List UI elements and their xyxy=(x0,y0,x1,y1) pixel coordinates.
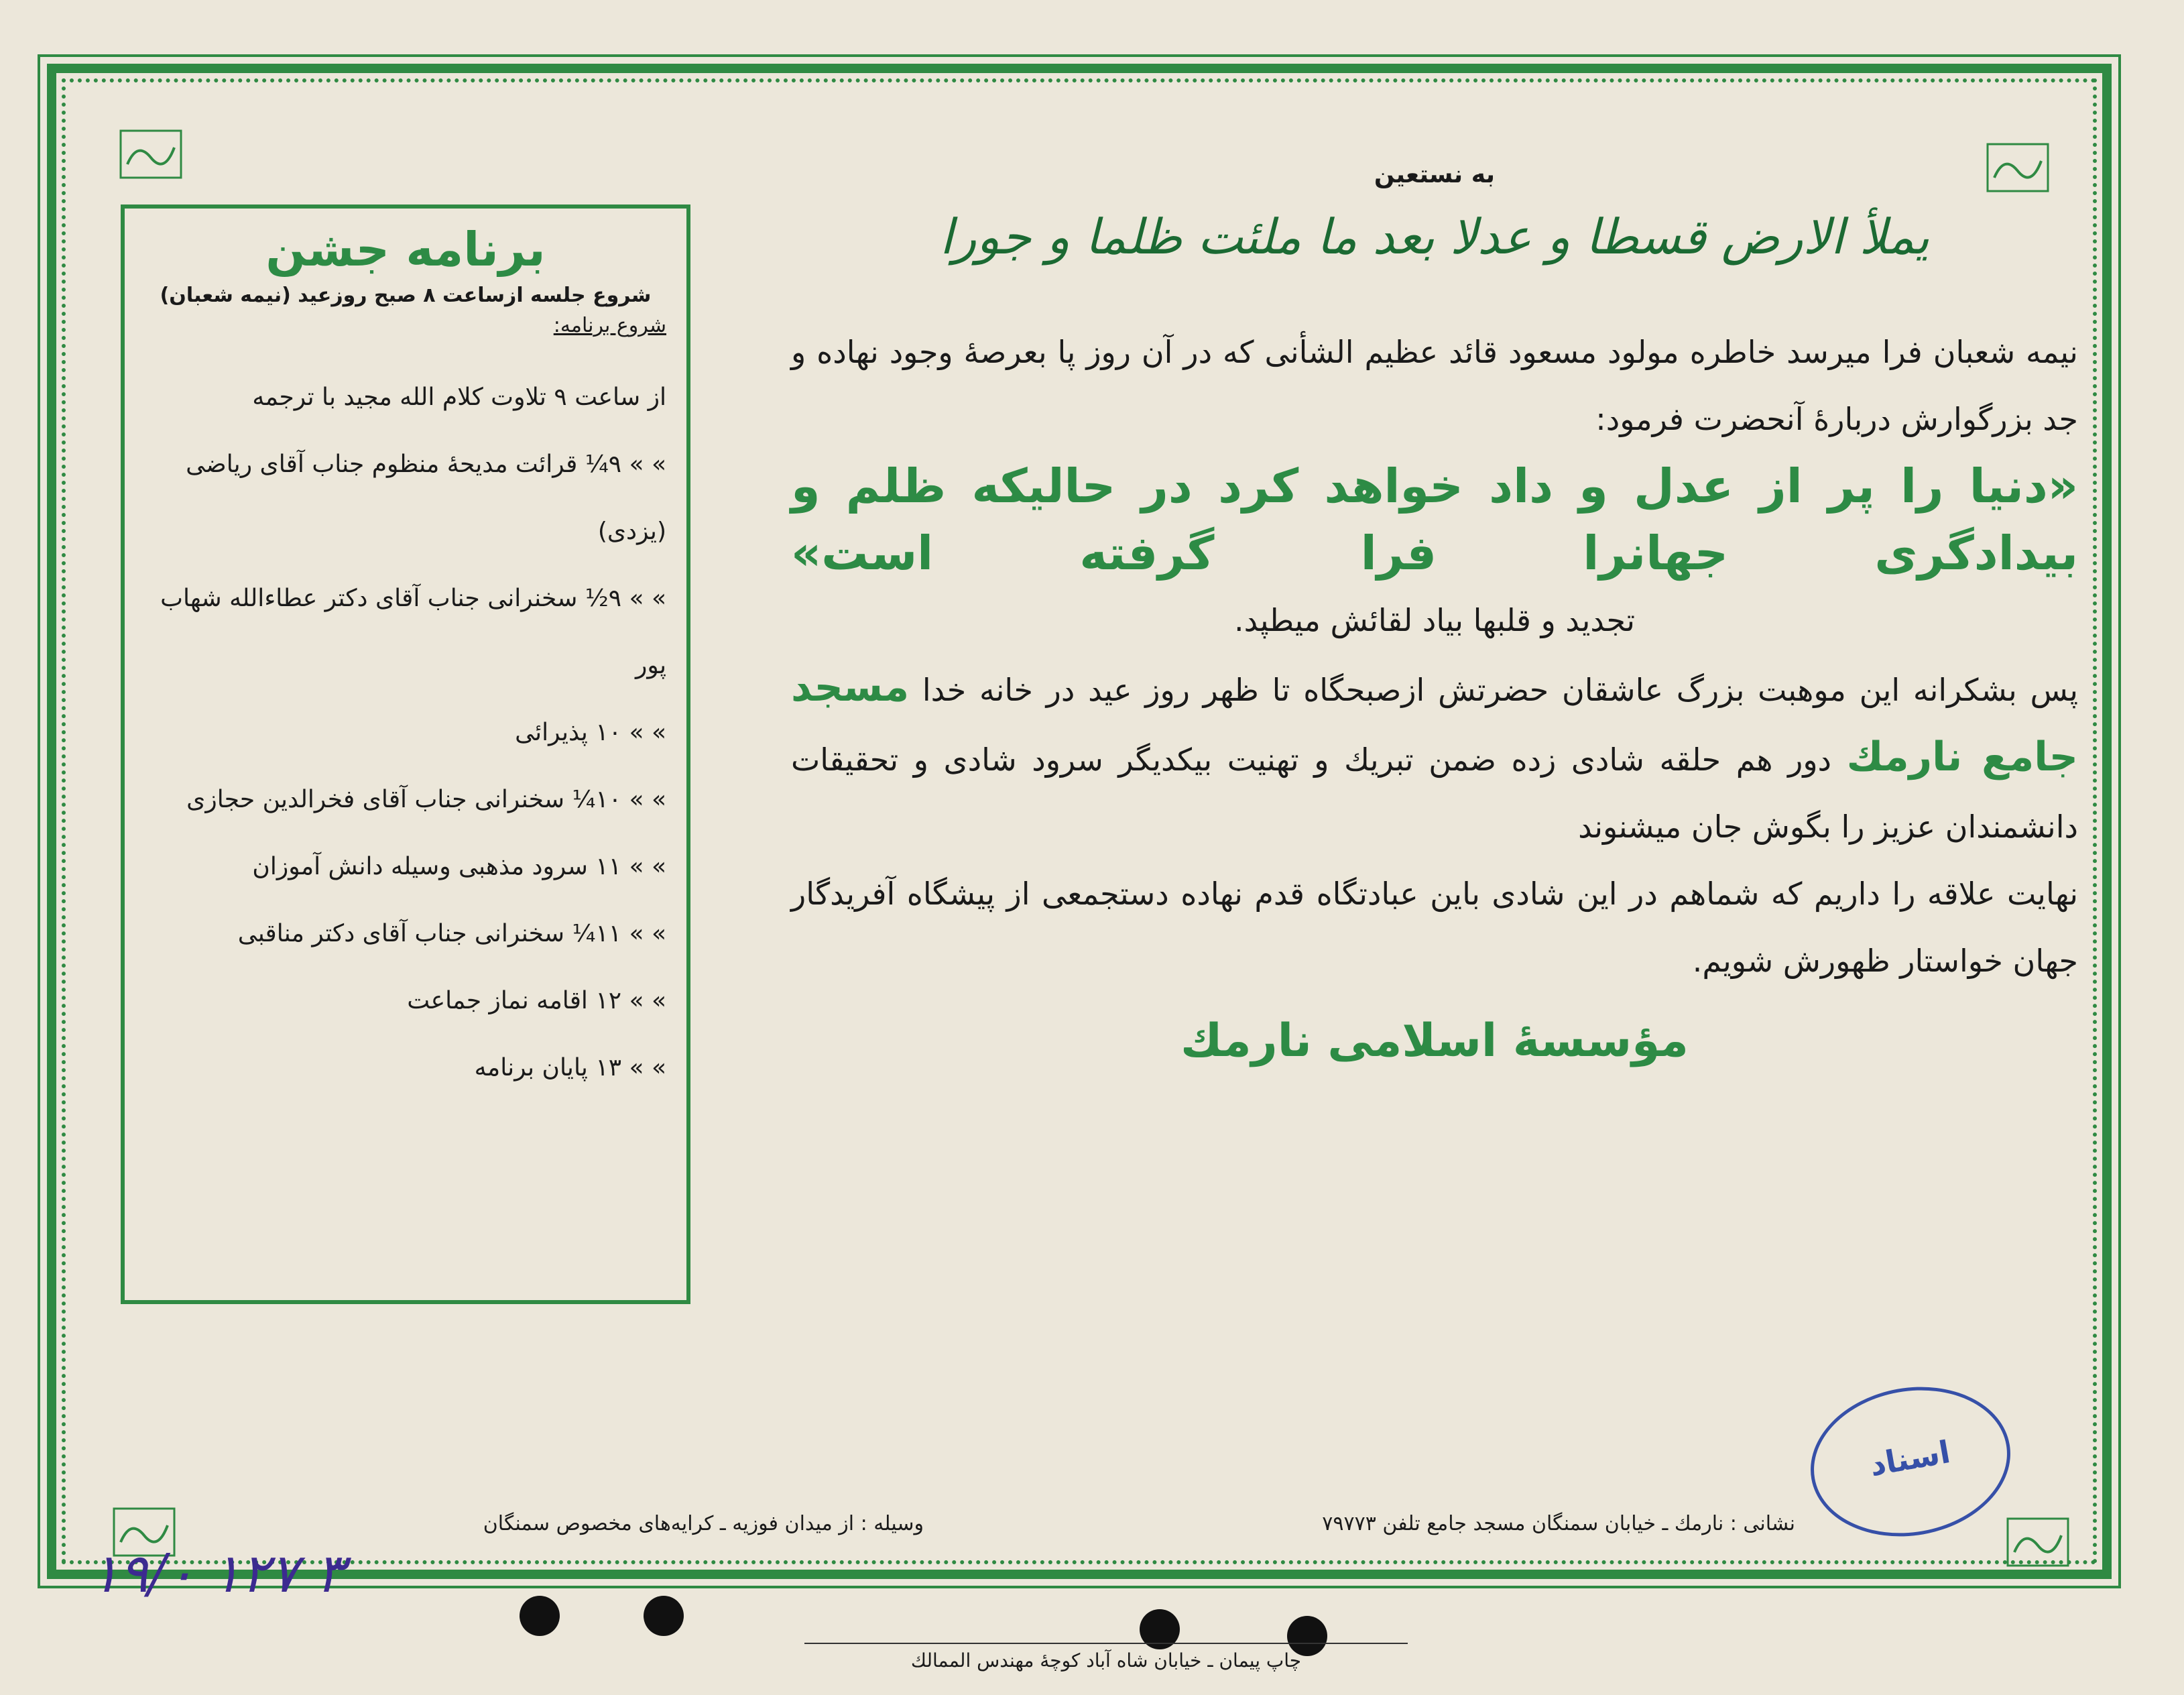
quranic-verse: يملأ الارض قسطا و عدلا بعد ما ملئت ظلما و جورا xyxy=(939,209,1930,265)
program-item: » » ۹¼ قرائت مديحهٔ منظوم جناب آقای رياضی (يزدی) xyxy=(186,451,666,545)
program-item: » » ۱۱¼ سخنرانی جناب آقای دكتر مناقبی xyxy=(237,920,666,947)
paragraph-renewal: تجديد و قلبها بياد لقائش ميطپد. xyxy=(1233,602,1636,638)
program-subtitle: شروع جلسه ازساعت ۸ صبح روزعيد (نيمه شعبان) xyxy=(160,284,652,307)
prophet-quote: «دنيا را پر از عدل و داد خواهد کرد در حاليکه ظلم و بيدادگری جهانرا فرا گرفته است» xyxy=(791,459,2078,581)
institute-signature: مؤسسهٔ اسلامی نارمك xyxy=(1180,1014,1689,1067)
program-start-label: شروع برنامه: xyxy=(553,314,666,337)
printer-credit: چاپ پيمان ـ خيابان شاه آباد كوچهٔ مهندس الممالك xyxy=(804,1643,1408,1672)
calligraphy-seal-icon xyxy=(117,127,184,181)
footer-transport: وسيله : از ميدان فوزيه ـ كرايه‌های مخصوص سمنگان xyxy=(483,1512,924,1535)
footer-address: نشانی : نارمك ـ خيابان سمنگان مسجد جامع تلفن ۷۹۷۷۳ xyxy=(1322,1512,1795,1535)
main-text-column xyxy=(791,161,2078,1067)
punch-hole xyxy=(520,1596,560,1636)
program-item: » » ۱۲ اقامه نماز جماعت xyxy=(407,987,666,1014)
archive-stamp: اسناد xyxy=(1799,1372,2022,1552)
handwritten-archive-number: ۱۹/۰ ۱۲۷ ۳ xyxy=(90,1542,345,1604)
program-box xyxy=(121,204,690,1304)
opening-invocation: به نستعين xyxy=(1374,161,1496,188)
paragraph-intro: نيمه شعبان فرا ميرسد خاطره مولود مسعود قائد عظيم الشأنی که در آن روز پا بعرصهٔ وجود نهاده و جد بزرگوارش دربارهٔ آنحضرت فرمود: xyxy=(791,334,2078,437)
paragraph-invitation: نهايت علاقه را داريم كه شماهم در اين شادی باين عبادتگاه قدم نهاده دستجمعی از پيشگاه آفريدگار جهان خواستار ظهورش شويم. xyxy=(791,876,2078,979)
program-item: » » ۱۰ پذيرائی xyxy=(515,719,666,746)
celebration-text-start: پس بشکرانه اين موهبت بزرگ عاشقان حضرتش ازصبحگاه تا ظهر روز عيد در خانه خدا xyxy=(922,672,2078,708)
program-item: » » ۱۰¼ سخنرانی جناب آقای فخرالدين حجازی xyxy=(186,786,666,813)
program-item: » » ۱۱ سرود مذهبی وسيله دانش آموزان xyxy=(252,853,666,880)
program-item: » » ۱۳ پايان برنامه xyxy=(474,1054,666,1082)
program-item: » » ۹½ سخنرانی جناب آقای دكتر عطاءالله شهاب پور xyxy=(160,585,666,679)
paragraph-celebration xyxy=(791,654,2078,860)
celebration-text-end: دور هم حلقه شادی زده ضمن تبريك و تهنيت بيكديگر سرود شادی و تحقيقات دانشمندان عزيز را بگوش جان ميشنوند xyxy=(791,742,2078,845)
punch-hole xyxy=(644,1596,684,1636)
program-list xyxy=(145,364,666,1102)
program-item: از ساعت ۹ تلاوت كلام الله مجيد با ترجمه xyxy=(252,384,666,411)
program-title: برنامه جشن xyxy=(265,222,546,277)
mosque-name: مسجد جامع نارمك xyxy=(791,664,2078,780)
calligraphy-seal-icon xyxy=(2004,1515,2071,1569)
